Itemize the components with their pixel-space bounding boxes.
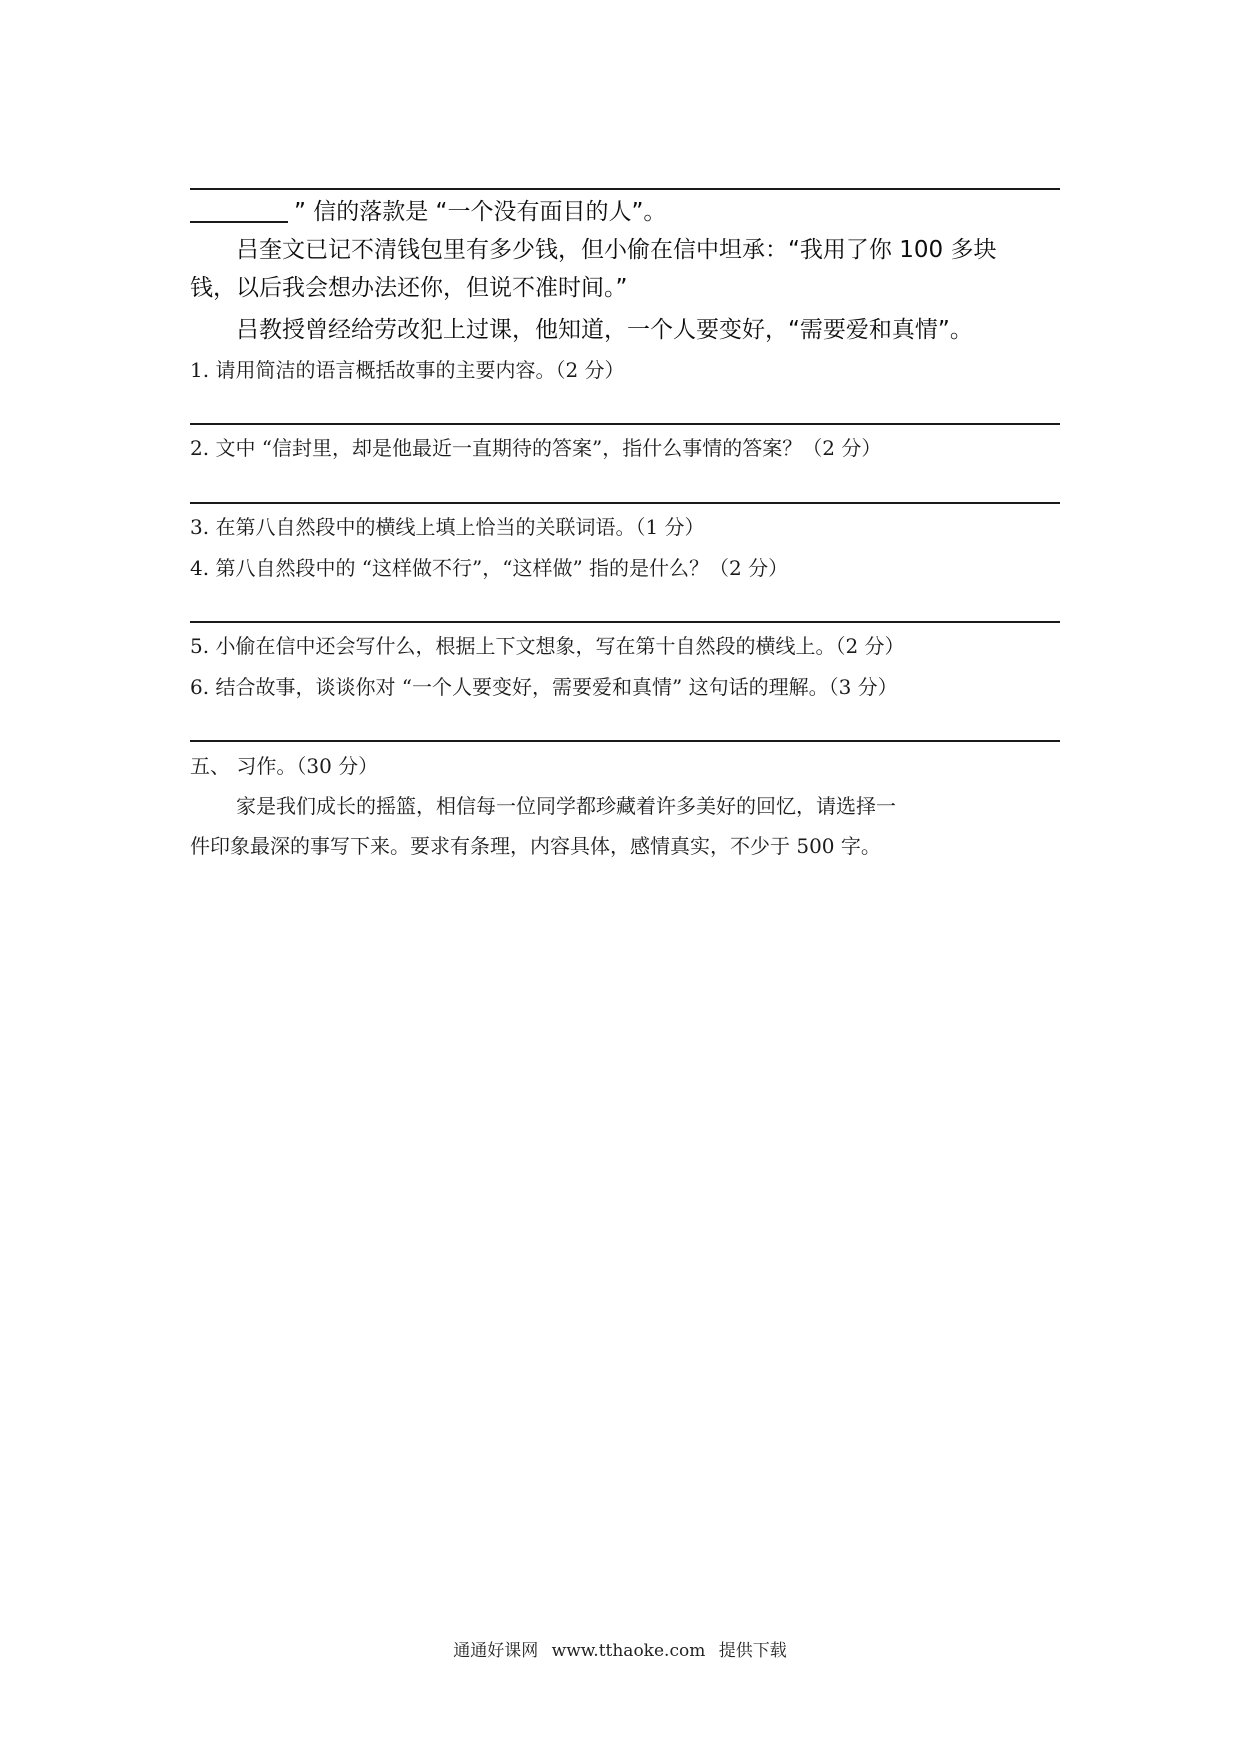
passage-line-1-text: ” 信的落款是 “一个没有面目的人”。 [294, 199, 667, 225]
question-5: 5. 小偷在信中还会写什么，根据上下文想象，写在第十自然段的横线上。（2 分） [190, 634, 905, 658]
footer-tagline: 提供下载 [718, 1641, 787, 1661]
passage-para-2-line-2: 钱，以后我会想办法还你，但说不准时间。” [190, 275, 628, 301]
answer-line-6[interactable] [190, 740, 1060, 742]
composition-line-1: 家是我们成长的摇篮，相信每一位同学都珍藏着许多美好的回忆，请选择一 [236, 794, 896, 818]
passage-para-2-line-1: 吕奎文已记不清钱包里有多少钱，但小偷在信中坦承：“我用了你 100 多块 [236, 237, 997, 263]
question-6: 6. 结合故事，谈谈你对 “一个人要变好，需要爱和真情” 这句话的理解。（3 分） [190, 675, 898, 699]
footer-url[interactable]: www.tthaoke.com [551, 1641, 706, 1661]
fill-blank[interactable] [190, 199, 288, 223]
composition-line-2: 件印象最深的事写下来。要求有条理，内容具体，感情真实，不少于 500 字。 [190, 834, 881, 858]
answer-line-1[interactable] [190, 423, 1060, 425]
footer-site-name: 通通好课网 [453, 1641, 539, 1661]
question-4: 4. 第八自然段中的 “这样做不行”，“这样做” 指的是什么？（2 分） [190, 556, 789, 580]
answer-line-2[interactable] [190, 502, 1060, 504]
passage-para-3: 吕教授曾经给劳改犯上过课，他知道，一个人要变好，“需要爱和真情”。 [236, 317, 973, 343]
question-1: 1. 请用简洁的语言概括故事的主要内容。（2 分） [190, 358, 625, 382]
answer-line-4[interactable] [190, 621, 1060, 623]
question-3: 3. 在第八自然段中的横线上填上恰当的关联词语。（1 分） [190, 515, 705, 539]
answer-line-top [190, 188, 1060, 190]
composition-heading: 五、 习作。（30 分） [190, 754, 379, 778]
passage-line-1 [190, 195, 1060, 229]
page-footer [0, 1636, 1240, 1661]
question-2: 2. 文中 “信封里，却是他最近一直期待的答案”，指什么事情的答案？（2 分） [190, 436, 882, 460]
